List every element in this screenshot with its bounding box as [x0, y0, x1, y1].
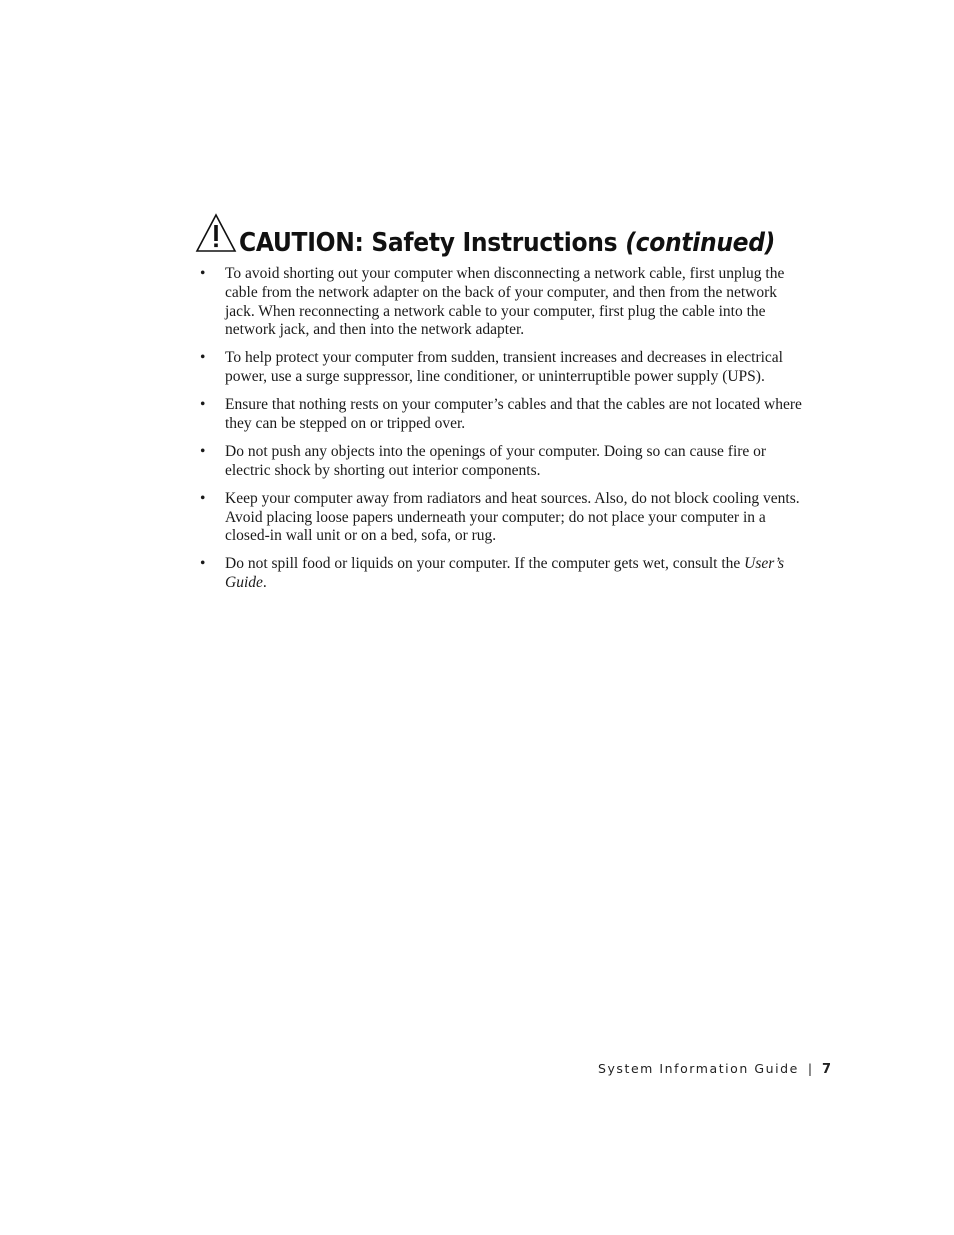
page-footer: [598, 1061, 832, 1077]
page-number: 7: [822, 1062, 832, 1077]
list-item: [200, 396, 810, 434]
bullet-icon: •: [200, 555, 206, 573]
heading-title: CAUTION: Safety Instructions: [239, 228, 618, 258]
list-item-text: Keep your computer away from radiators and heat sources. Also, do not block cooling vents. Avoid placing loose papers underneath your computer; do not place your computer in a closed-in wall unit or on a bed, sofa, or rug.: [225, 489, 800, 545]
list-item: [200, 349, 810, 387]
users-guide-reference: User’s Guide: [225, 555, 785, 592]
safety-instructions-list: [200, 265, 810, 602]
list-item: [200, 443, 810, 481]
warning-triangle-icon: [195, 213, 237, 253]
list-item-text: Ensure that nothing rests on your computer’s cables and that the cables are not located where they can be stepped on or tripped over.: [225, 396, 802, 432]
list-item: [200, 265, 810, 340]
bullet-icon: •: [200, 265, 206, 282]
list-item-text: To help protect your computer from sudden, transient increases and decreases in electrical power, use a surge suppressor, line conditioner, or uninterruptible power supply (UPS).: [225, 349, 783, 386]
bullet-icon: •: [200, 349, 206, 367]
list-item: [200, 555, 810, 593]
list-item-text: Do not push any objects into the openings of your computer. Doing so can cause fire or electric shock by shorting out interior components.: [225, 442, 767, 479]
list-item-text: Do not spill food or liquids on your computer. If the computer gets wet, consult the: [225, 555, 741, 573]
section-heading: [195, 212, 775, 256]
bullet-icon: •: [200, 442, 206, 460]
list-item-text: To avoid shorting out your computer when disconnecting a network cable, first unplug the cable from the network adapter on the back of your computer, and then from the network jack. When reconnecting a network cable to your computer, first plug the cable into the network jack, and then into the network adapter.: [225, 265, 785, 339]
list-item: [200, 490, 810, 546]
bullet-icon: •: [200, 396, 206, 414]
footer-guide-title: System Information Guide: [598, 1061, 799, 1076]
heading-continued: (continued): [625, 228, 776, 258]
footer-separator: |: [807, 1061, 813, 1076]
bullet-icon: •: [200, 489, 206, 507]
sentence-end: .: [262, 574, 267, 592]
